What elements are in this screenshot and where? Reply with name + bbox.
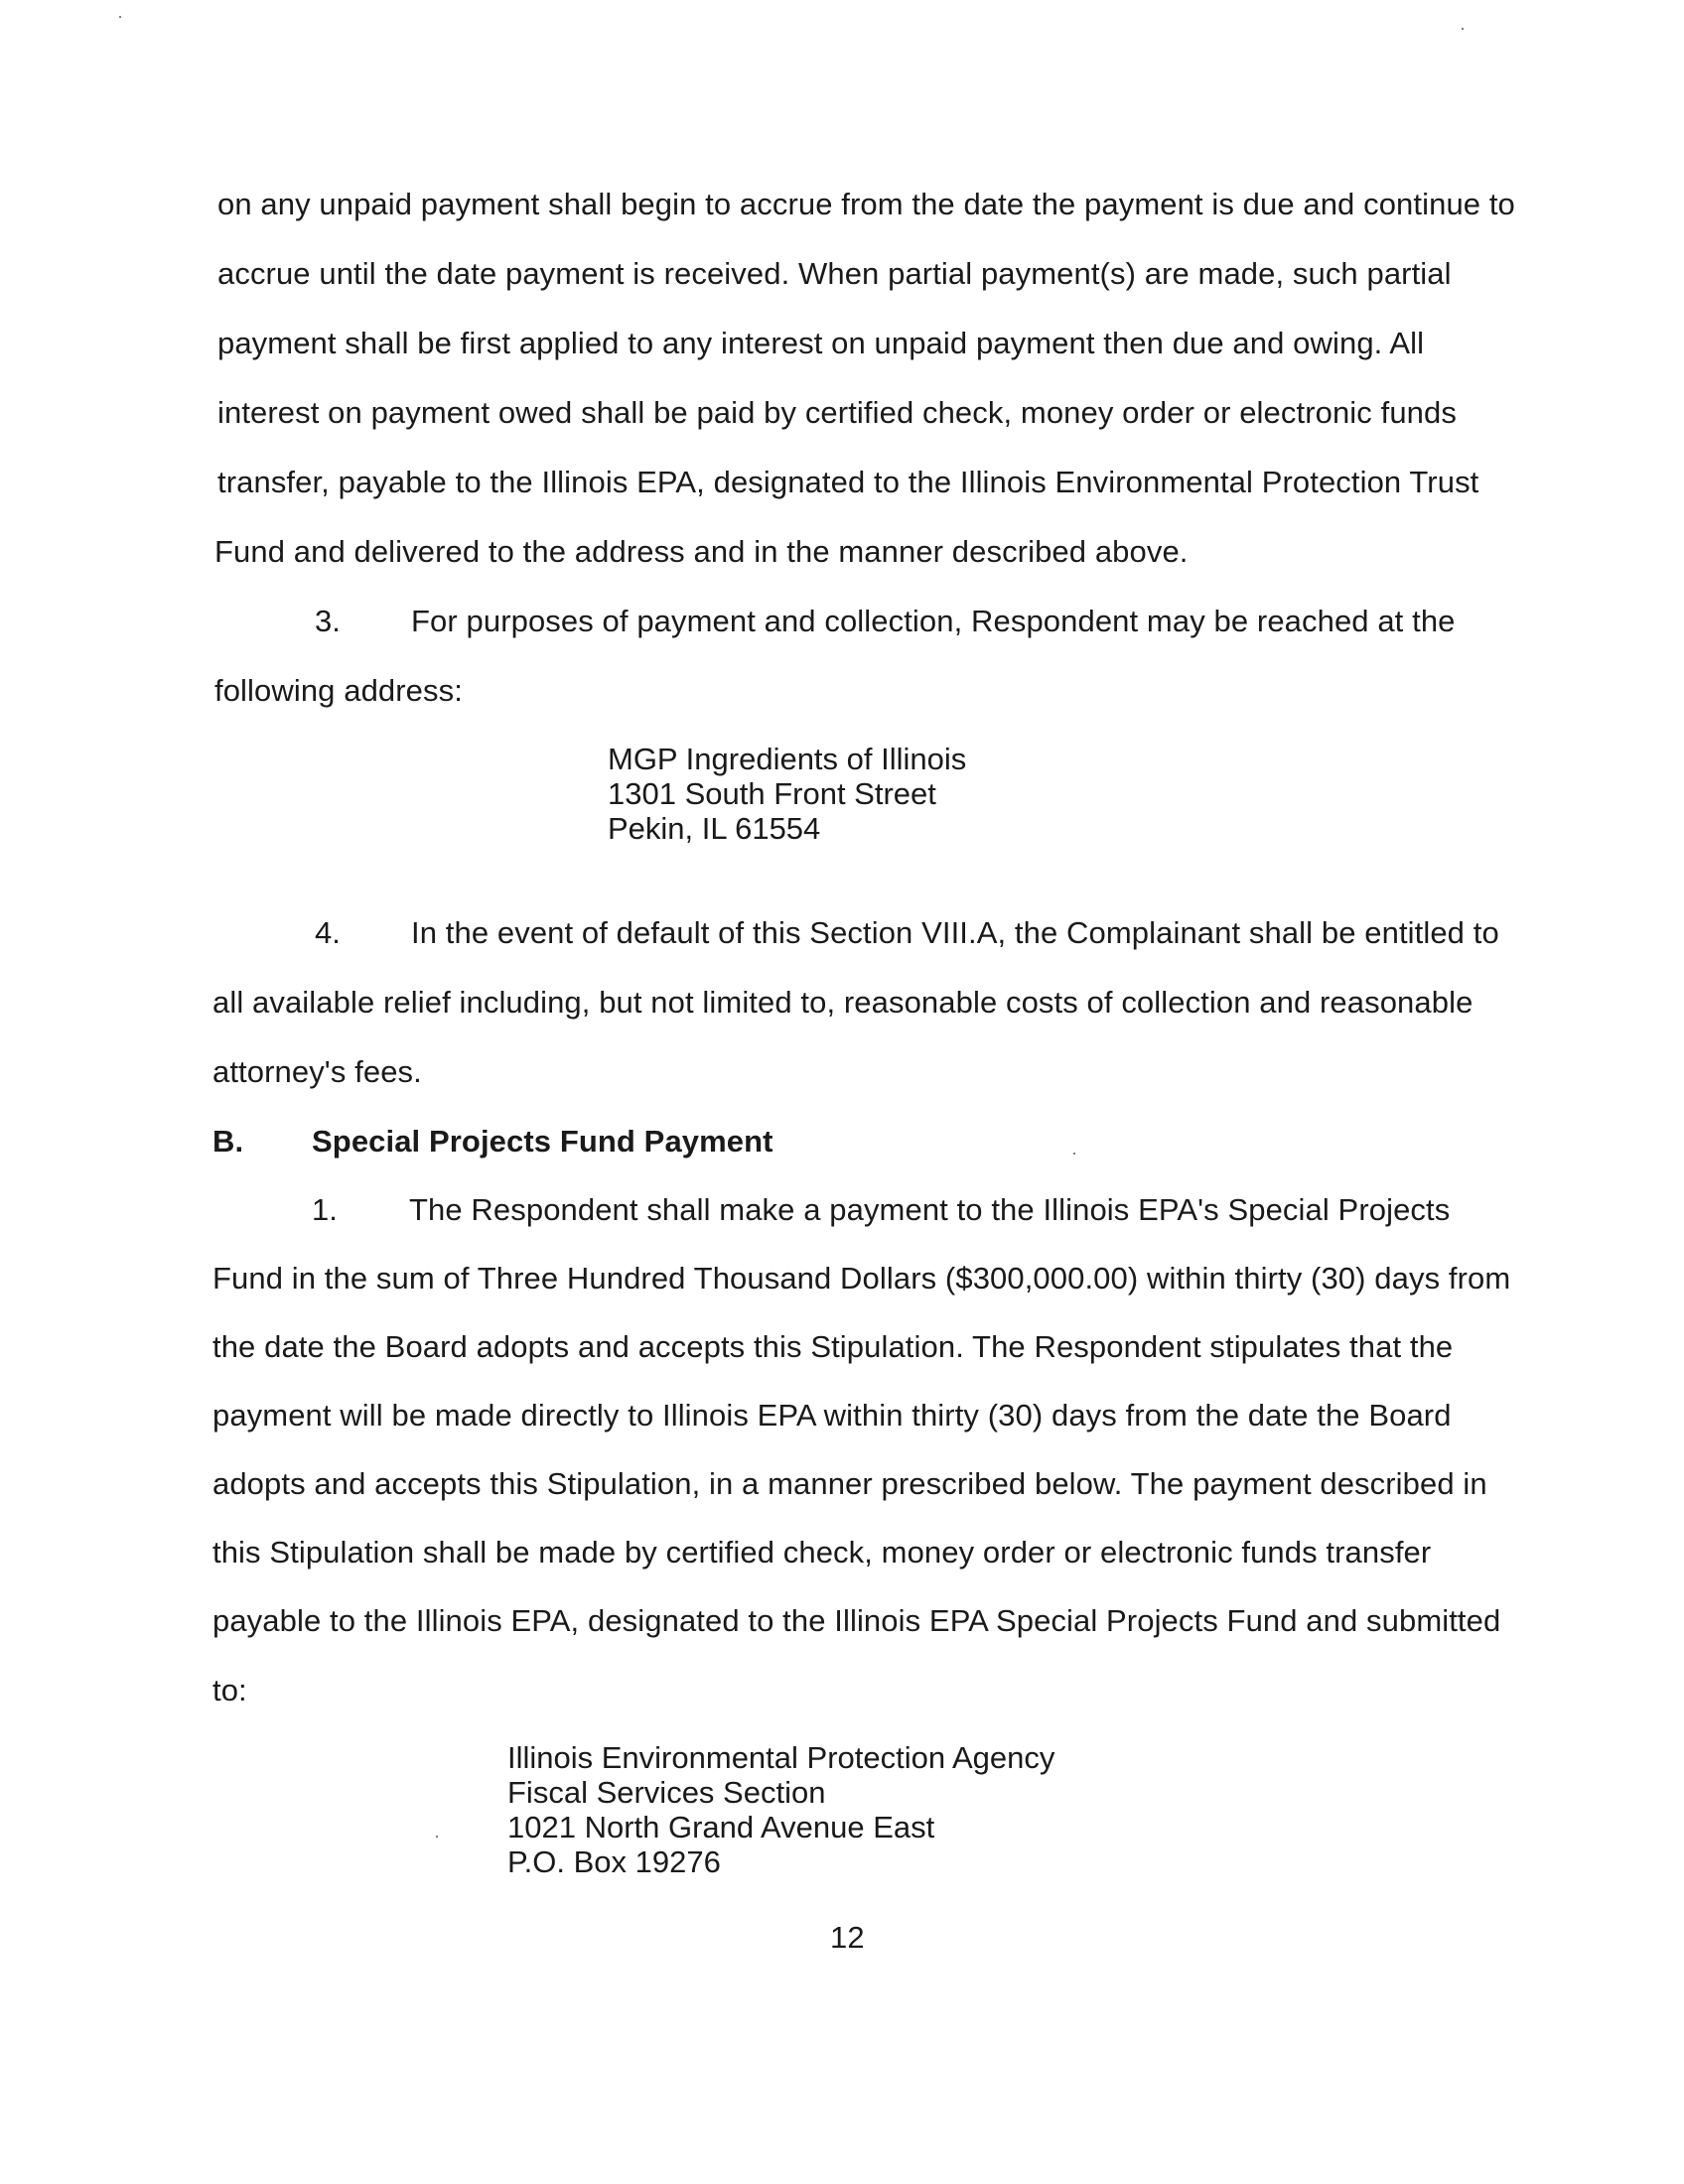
paragraph-line: this Stipulation shall be made by certified check, money order or electronic funds transfer: [212, 1535, 1432, 1570]
address-line: 1021 North Grand Avenue East: [507, 1810, 935, 1844]
paragraph-line: to:: [212, 1673, 247, 1707]
address-line: P.O. Box 19276: [507, 1844, 721, 1879]
paragraph-line: all available relief including, but not limited to, reasonable costs of collection and reasonable: [212, 985, 1474, 1020]
section-heading: Special Projects Fund Payment: [312, 1124, 773, 1159]
paragraph-line: For purposes of payment and collection, Respondent may be reached at the: [411, 604, 1456, 638]
scan-speck: [1073, 1153, 1075, 1155]
paragraph-line: accrue until the date payment is received. When partial payment(s) are made, such partial: [217, 256, 1452, 291]
address-line: Pekin, IL 61554: [608, 811, 821, 846]
item-number: 4.: [315, 915, 341, 950]
paragraph-line: payment shall be first applied to any interest on unpaid payment then due and owing. All: [217, 326, 1425, 360]
address-line: Illinois Environmental Protection Agency: [507, 1740, 1055, 1775]
paragraph-line: Fund in the sum of Three Hundred Thousand Dollars ($300,000.00) within thirty (30) days from: [212, 1261, 1511, 1296]
scan-speck: [1462, 28, 1464, 30]
paragraph-line: payable to the Illinois EPA, designated to the Illinois EPA Special Projects Fund and submitted: [212, 1603, 1501, 1638]
paragraph-line: interest on payment owed shall be paid by certified check, money order or electronic funds: [217, 395, 1457, 430]
page-number: 12: [830, 1920, 865, 1955]
scan-speck: [119, 16, 121, 18]
paragraph-line: Fund and delivered to the address and in the manner described above.: [214, 534, 1189, 569]
paragraph-line: on any unpaid payment shall begin to accrue from the date the payment is due and continue to: [217, 187, 1515, 221]
address-line: 1301 South Front Street: [608, 776, 936, 811]
paragraph-line: transfer, payable to the Illinois EPA, designated to the Illinois Environmental Protection Trust: [217, 465, 1479, 499]
section-letter: B.: [212, 1124, 244, 1159]
paragraph-line: following address:: [214, 673, 463, 708]
paragraph-line: adopts and accepts this Stipulation, in a manner prescribed below. The payment described in: [212, 1466, 1487, 1501]
paragraph-line: the date the Board adopts and accepts this Stipulation. The Respondent stipulates that the: [212, 1329, 1454, 1364]
paragraph-line: attorney's fees.: [212, 1054, 422, 1089]
paragraph-line: The Respondent shall make a payment to the Illinois EPA's Special Projects: [409, 1192, 1451, 1227]
item-number: 1.: [312, 1192, 338, 1227]
address-line: MGP Ingredients of Illinois: [608, 742, 967, 776]
address-line: Fiscal Services Section: [507, 1775, 826, 1810]
paragraph-line: In the event of default of this Section VIII.A, the Complainant shall be entitled to: [411, 915, 1499, 950]
scan-speck: [436, 1836, 438, 1838]
paragraph-line: payment will be made directly to Illinois EPA within thirty (30) days from the date the Board: [212, 1398, 1452, 1433]
item-number: 3.: [315, 604, 341, 638]
